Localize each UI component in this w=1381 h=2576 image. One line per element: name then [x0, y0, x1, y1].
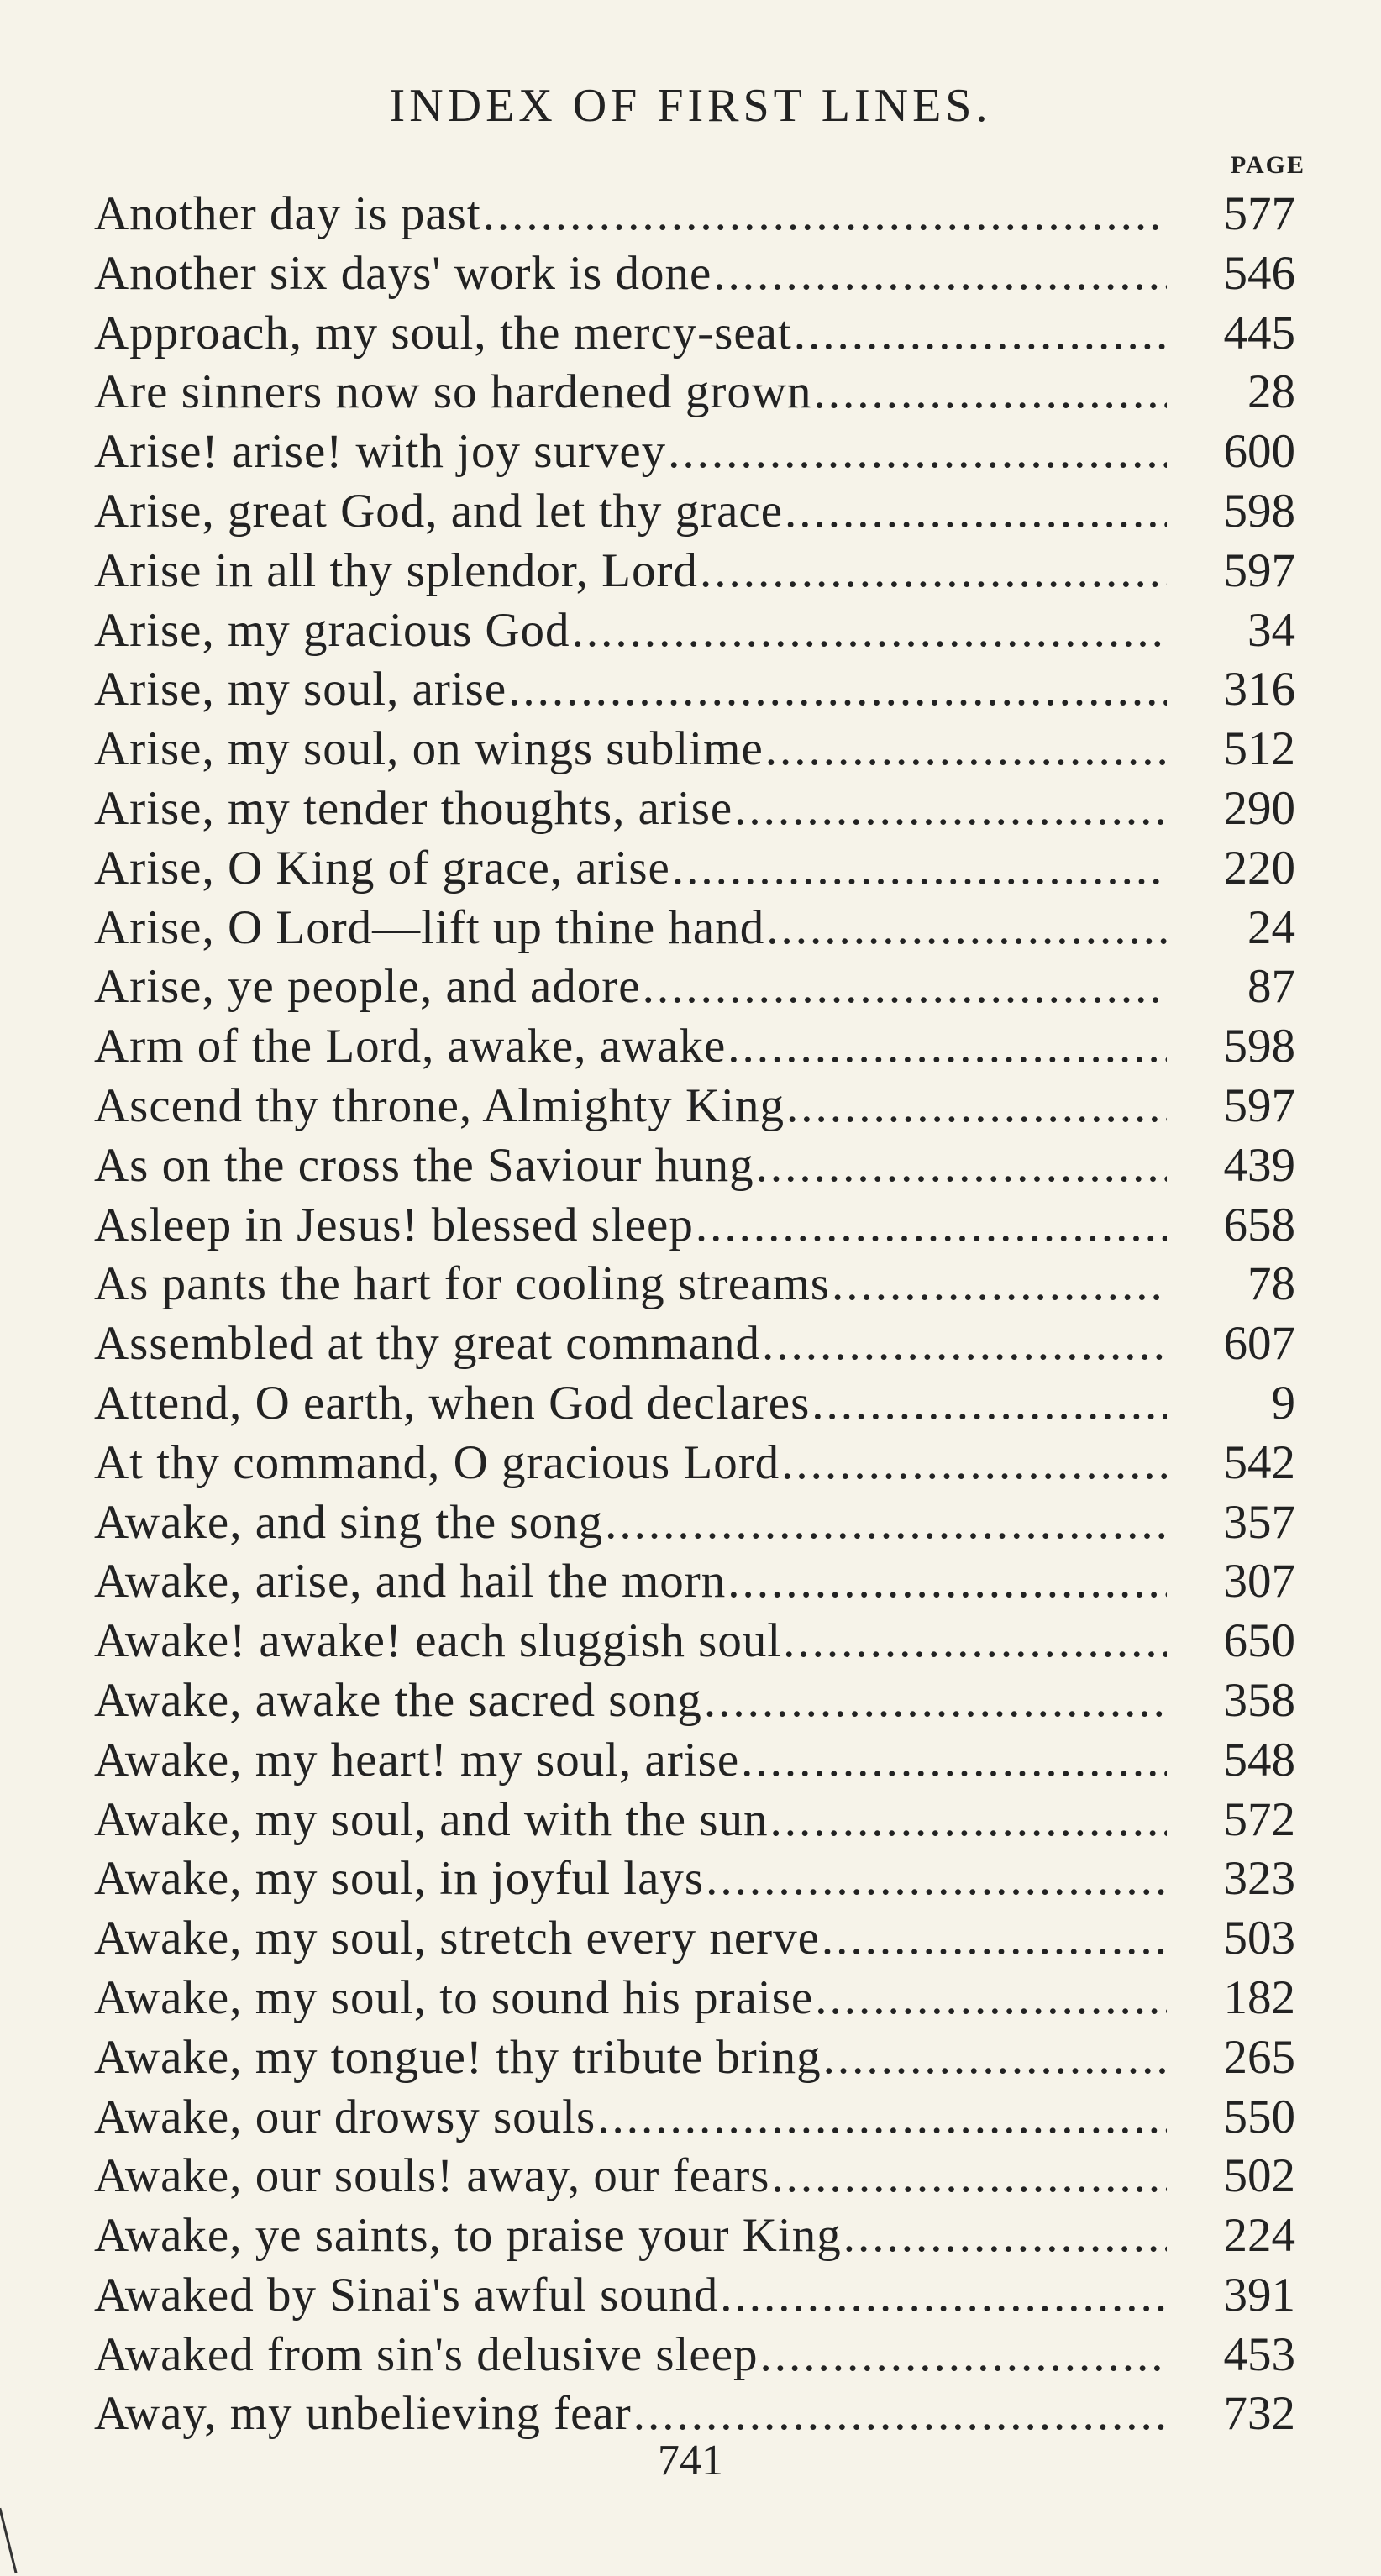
dot-leader: [765, 720, 1167, 779]
entry-page-number: 542: [1223, 1435, 1295, 1489]
dot-leader: [672, 839, 1167, 899]
dot-leader: [822, 1909, 1167, 1969]
index-entry: [94, 1314, 1295, 1374]
entry-page-number: 34: [1247, 603, 1295, 657]
index-entry: [94, 660, 1295, 720]
index-entry: [94, 779, 1295, 839]
dot-leader: [783, 1612, 1167, 1671]
index-entry: [94, 1493, 1295, 1553]
dot-leader: [771, 2147, 1167, 2206]
index-entry: [94, 1196, 1295, 1256]
entry-first-line: Another six days' work is done: [94, 246, 712, 300]
index-entry: [94, 1909, 1295, 1969]
entry-page-number: 600: [1223, 425, 1295, 479]
entry-first-line: Arise, great God, and let thy grace: [94, 484, 784, 538]
entry-first-line: Ascend thy throne, Almighty King: [94, 1078, 785, 1132]
entry-first-line: Awake, my soul, stretch every nerve: [94, 1912, 820, 1965]
entry-first-line: Arise, O King of grace, arise: [94, 841, 670, 895]
dot-leader: [770, 1791, 1167, 1850]
index-entry: [94, 363, 1295, 422]
index-entry: [94, 1434, 1295, 1493]
entry-first-line: Awake, my tongue! thy tribute bring: [94, 2030, 822, 2084]
dot-leader: [605, 1493, 1167, 1553]
index-entry: [94, 2326, 1295, 2385]
dot-leader: [700, 542, 1167, 601]
entry-page-number: 323: [1223, 1852, 1295, 1906]
entry-first-line: Another day is past: [94, 187, 481, 240]
entry-first-line: Arise in all thy splendor, Lord: [94, 543, 698, 597]
margin-mark: [0, 2508, 18, 2573]
dot-leader: [760, 2326, 1167, 2385]
dot-leader: [668, 422, 1167, 482]
entry-first-line: Arise, my gracious God: [94, 603, 570, 657]
entry-page-number: 650: [1223, 1614, 1295, 1668]
entry-first-line: Awake, my soul, in joyful lays: [94, 1852, 705, 1906]
entry-first-line: Arise, my soul, arise: [94, 663, 507, 716]
entry-first-line: Awaked by Sinai's awful sound: [94, 2268, 719, 2322]
page-column-label: PAGE: [1230, 151, 1305, 179]
entry-first-line: Awake, and sing the song: [94, 1495, 604, 1549]
index-entry: [94, 957, 1295, 1017]
index-entry: [94, 2147, 1295, 2206]
dot-leader: [508, 660, 1167, 720]
entry-first-line: Arise! arise! with joy survey: [94, 425, 667, 479]
entry-first-line: Awake, my heart! my soul, arise: [94, 1733, 740, 1786]
dot-leader: [727, 1552, 1167, 1612]
entry-page-number: 548: [1223, 1733, 1295, 1786]
entry-page-number: 358: [1223, 1673, 1295, 1727]
entry-first-line: Awaked from sin's delusive sleep: [94, 2327, 759, 2381]
entry-first-line: Away, my unbelieving fear: [94, 2387, 632, 2441]
dot-leader: [572, 601, 1167, 661]
entry-page-number: 391: [1223, 2268, 1295, 2322]
index-entry: [94, 720, 1295, 779]
entry-first-line: Arm of the Lord, awake, awake: [94, 1020, 727, 1073]
entry-page-number: 597: [1223, 1078, 1295, 1132]
index-entry: [94, 601, 1295, 661]
dot-leader: [597, 2088, 1167, 2148]
entry-page-number: 316: [1223, 663, 1295, 716]
dot-leader: [727, 1017, 1167, 1077]
index-entry: [94, 422, 1295, 482]
index-entry: [94, 1671, 1295, 1731]
index-entry: [94, 185, 1295, 244]
dot-leader: [814, 363, 1167, 422]
index-entry: [94, 2266, 1295, 2326]
entry-first-line: Awake, my soul, to sound his praise: [94, 1970, 814, 2024]
index-entry: [94, 304, 1295, 364]
entry-page-number: 265: [1223, 2030, 1295, 2084]
dot-leader: [762, 1314, 1167, 1374]
dot-leader: [823, 2028, 1167, 2088]
index-entry: [94, 542, 1295, 601]
dot-leader: [734, 779, 1167, 839]
index-entry-list: [94, 185, 1295, 2444]
index-entry: [94, 1255, 1295, 1314]
entry-page-number: 550: [1223, 2090, 1295, 2143]
entry-page-number: 439: [1223, 1138, 1295, 1192]
entry-page-number: 24: [1247, 900, 1295, 954]
index-entry: [94, 1374, 1295, 1434]
entry-page-number: 502: [1223, 2149, 1295, 2203]
index-entry: [94, 2206, 1295, 2266]
dot-leader: [843, 2206, 1167, 2266]
entry-page-number: 307: [1223, 1555, 1295, 1608]
entry-page-number: 732: [1223, 2387, 1295, 2441]
dot-leader: [766, 899, 1167, 958]
entry-first-line: Attend, O earth, when God declares: [94, 1376, 811, 1430]
dot-leader: [794, 304, 1167, 364]
entry-first-line: Awake, arise, and hail the morn: [94, 1555, 727, 1608]
dot-leader: [483, 185, 1167, 244]
index-entry: [94, 1731, 1295, 1791]
entry-first-line: Arise, my tender thoughts, arise: [94, 781, 733, 835]
entry-page-number: 598: [1223, 484, 1295, 538]
entry-first-line: At thy command, O gracious Lord: [94, 1435, 780, 1489]
entry-page-number: 598: [1223, 1020, 1295, 1073]
index-entry: [94, 1849, 1295, 1909]
page-number: 741: [658, 2437, 723, 2484]
entry-page-number: 87: [1247, 960, 1295, 1014]
entry-first-line: Asleep in Jesus! blessed sleep: [94, 1198, 694, 1251]
entry-page-number: 658: [1223, 1198, 1295, 1251]
entry-first-line: Are sinners now so hardened grown: [94, 365, 812, 419]
dot-leader: [696, 1196, 1167, 1256]
index-entry: [94, 1969, 1295, 2028]
entry-first-line: As on the cross the Saviour hung: [94, 1138, 754, 1192]
entry-page-number: 577: [1223, 187, 1295, 240]
index-entry: [94, 1077, 1295, 1136]
entry-first-line: Arise, my soul, on wings sublime: [94, 722, 764, 776]
entry-first-line: Approach, my soul, the mercy-seat: [94, 306, 792, 359]
entry-page-number: 78: [1247, 1257, 1295, 1311]
index-entry: [94, 2028, 1295, 2088]
entry-page-number: 290: [1223, 781, 1295, 835]
entry-page-number: 224: [1223, 2209, 1295, 2263]
entry-first-line: Awake! awake! each sluggish soul: [94, 1614, 782, 1668]
dot-leader: [741, 1731, 1167, 1791]
entry-page-number: 9: [1271, 1376, 1295, 1430]
index-entry: [94, 1791, 1295, 1850]
dot-leader: [811, 1374, 1167, 1434]
dot-leader: [781, 1434, 1167, 1493]
entry-page-number: 182: [1223, 1970, 1295, 2024]
entry-page-number: 357: [1223, 1495, 1295, 1549]
dot-leader: [815, 1969, 1167, 2028]
dot-leader: [720, 2266, 1167, 2326]
entry-page-number: 597: [1223, 543, 1295, 597]
index-entry: [94, 839, 1295, 899]
dot-leader: [704, 1671, 1167, 1731]
entry-page-number: 607: [1223, 1317, 1295, 1371]
dot-leader: [832, 1255, 1167, 1314]
entry-first-line: Awake, our souls! away, our fears: [94, 2149, 770, 2203]
dot-leader: [643, 957, 1167, 1017]
entry-first-line: As pants the hart for cooling streams: [94, 1257, 830, 1311]
dot-leader: [713, 244, 1167, 304]
entry-first-line: Awake, our drowsy souls: [94, 2090, 596, 2143]
page-title: INDEX OF FIRST LINES.: [389, 80, 992, 132]
index-entry: [94, 1552, 1295, 1612]
entry-page-number: 546: [1223, 246, 1295, 300]
index-entry: [94, 1612, 1295, 1671]
entry-first-line: Arise, O Lord—lift up thine hand: [94, 900, 765, 954]
entry-first-line: Assembled at thy great command: [94, 1317, 760, 1371]
index-entry: [94, 2088, 1295, 2148]
entry-page-number: 453: [1223, 2327, 1295, 2381]
entry-first-line: Arise, ye people, and adore: [94, 960, 641, 1014]
index-entry: [94, 899, 1295, 958]
dot-leader: [756, 1136, 1167, 1196]
entry-page-number: 572: [1223, 1792, 1295, 1846]
entry-first-line: Awake, my soul, and with the sun: [94, 1792, 769, 1846]
entry-page-number: 503: [1223, 1912, 1295, 1965]
entry-first-line: Awake, ye saints, to praise your King: [94, 2209, 842, 2263]
entry-page-number: 512: [1223, 722, 1295, 776]
dot-leader: [706, 1849, 1167, 1909]
entry-page-number: 445: [1223, 306, 1295, 359]
index-entry: [94, 244, 1295, 304]
index-entry: [94, 482, 1295, 542]
index-entry: [94, 1017, 1295, 1077]
dot-leader: [785, 482, 1167, 542]
entry-first-line: Awake, awake the sacred song: [94, 1673, 702, 1727]
dot-leader: [786, 1077, 1167, 1136]
index-entry: [94, 1136, 1295, 1196]
entry-page-number: 28: [1247, 365, 1295, 419]
entry-page-number: 220: [1223, 841, 1295, 895]
